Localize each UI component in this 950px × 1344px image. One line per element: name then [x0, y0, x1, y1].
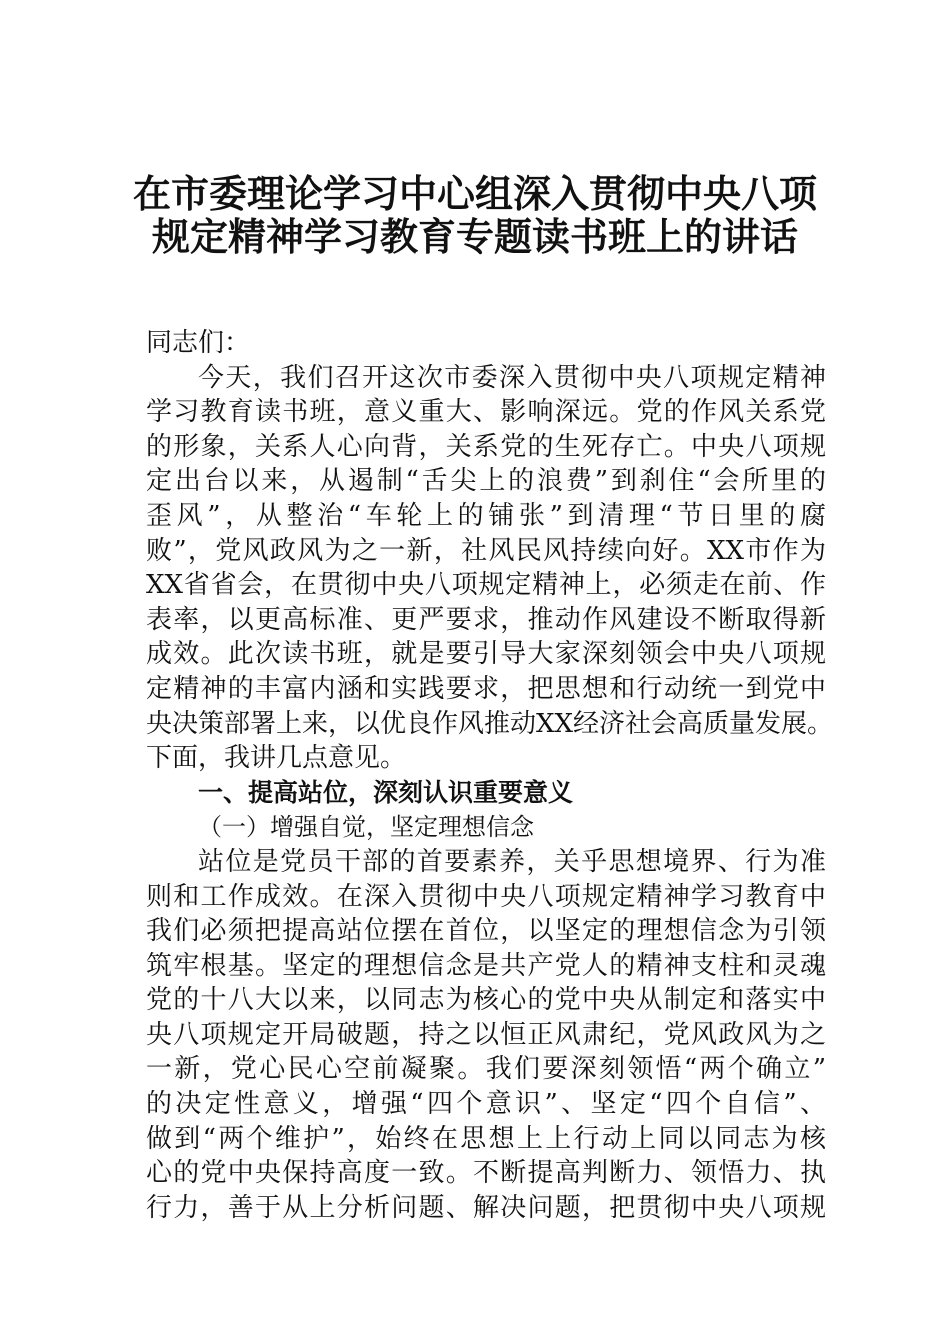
- paragraph-line: 成效。此次读书班，就是要引导大家深刻领会中央八项规: [146, 639, 826, 670]
- paragraph-line: 学习教育读书班，意义重大、影响深远。党的作风关系党: [146, 397, 826, 428]
- paragraph-line: 的决定性意义，增强“四个意识”、坚定“四个自信”、: [146, 1089, 826, 1120]
- paragraph-line: 央八项规定开局破题，持之以恒正风肃纪，党风政风为之: [146, 1019, 826, 1050]
- paragraph-line: XX省省会，在贯彻中央八项规定精神上，必须走在前、作: [146, 570, 826, 601]
- paragraph-line: 定精神的丰富内涵和实践要求，把思想和行动统一到党中: [146, 673, 826, 704]
- paragraph-line: 做到“两个维护”，始终在思想上上行动上同以同志为核: [146, 1123, 826, 1154]
- salutation: 同志们：: [146, 328, 251, 358]
- paragraph-line: 歪风”，从整治“车轮上的铺张”到清理“节日里的腐: [146, 500, 826, 531]
- document-title-line-2: 规定精神学习教育专题读书班上的讲话: [151, 215, 798, 259]
- paragraph-line: 今天，我们召开这次市委深入贯彻中央八项规定精神: [198, 362, 826, 393]
- section-heading: 一、提高站位，深刻认识重要意义: [198, 777, 574, 807]
- paragraph-line: 筑牢根基。坚定的理想信念是共产党人的精神支柱和灵魂: [146, 950, 826, 981]
- paragraph-line: 心的党中央保持高度一致。不断提高判断力、领悟力、执: [146, 1158, 826, 1189]
- document-title-line-1: 在市委理论学习中心组深入贯彻中央八项: [132, 172, 817, 216]
- paragraph-line: 则和工作成效。在深入贯彻中央八项规定精神学习教育中: [146, 881, 826, 912]
- paragraph-line: 党的十八大以来，以同志为核心的党中央从制定和落实中: [146, 985, 826, 1016]
- subsection-heading: （一）增强自觉，坚定理想信念: [198, 813, 534, 842]
- paragraph-line: 定出台以来，从遏制“舌尖上的浪费”到刹住“会所里的: [146, 466, 826, 497]
- paragraph-line: 行力，善于从上分析问题、解决问题，把贯彻中央八项规: [146, 1192, 826, 1223]
- paragraph-line: 一新，党心民心空前凝聚。我们要深刻领悟“两个确立”: [146, 1054, 826, 1085]
- paragraph-line: 下面，我讲几点意见。: [146, 743, 407, 774]
- paragraph-line: 央决策部署上来，以优良作风推动XX经济社会高质量发展。: [146, 708, 834, 739]
- paragraph-line: 站位是党员干部的首要素养，关乎思想境界、行为准: [198, 846, 826, 877]
- document-body: [146, 326, 834, 1225]
- paragraph-line: 我们必须把提高站位摆在首位，以坚定的理想信念为引领: [146, 916, 826, 947]
- paragraph-line: 败”，党风政风为之一新，社风民风持续向好。XX市作为: [146, 535, 826, 566]
- paragraph-line: 表率，以更高标准、更严要求，推动作风建设不断取得新: [146, 604, 826, 635]
- paragraph-line: 的形象，关系人心向背，关系党的生死存亡。中央八项规: [146, 431, 826, 462]
